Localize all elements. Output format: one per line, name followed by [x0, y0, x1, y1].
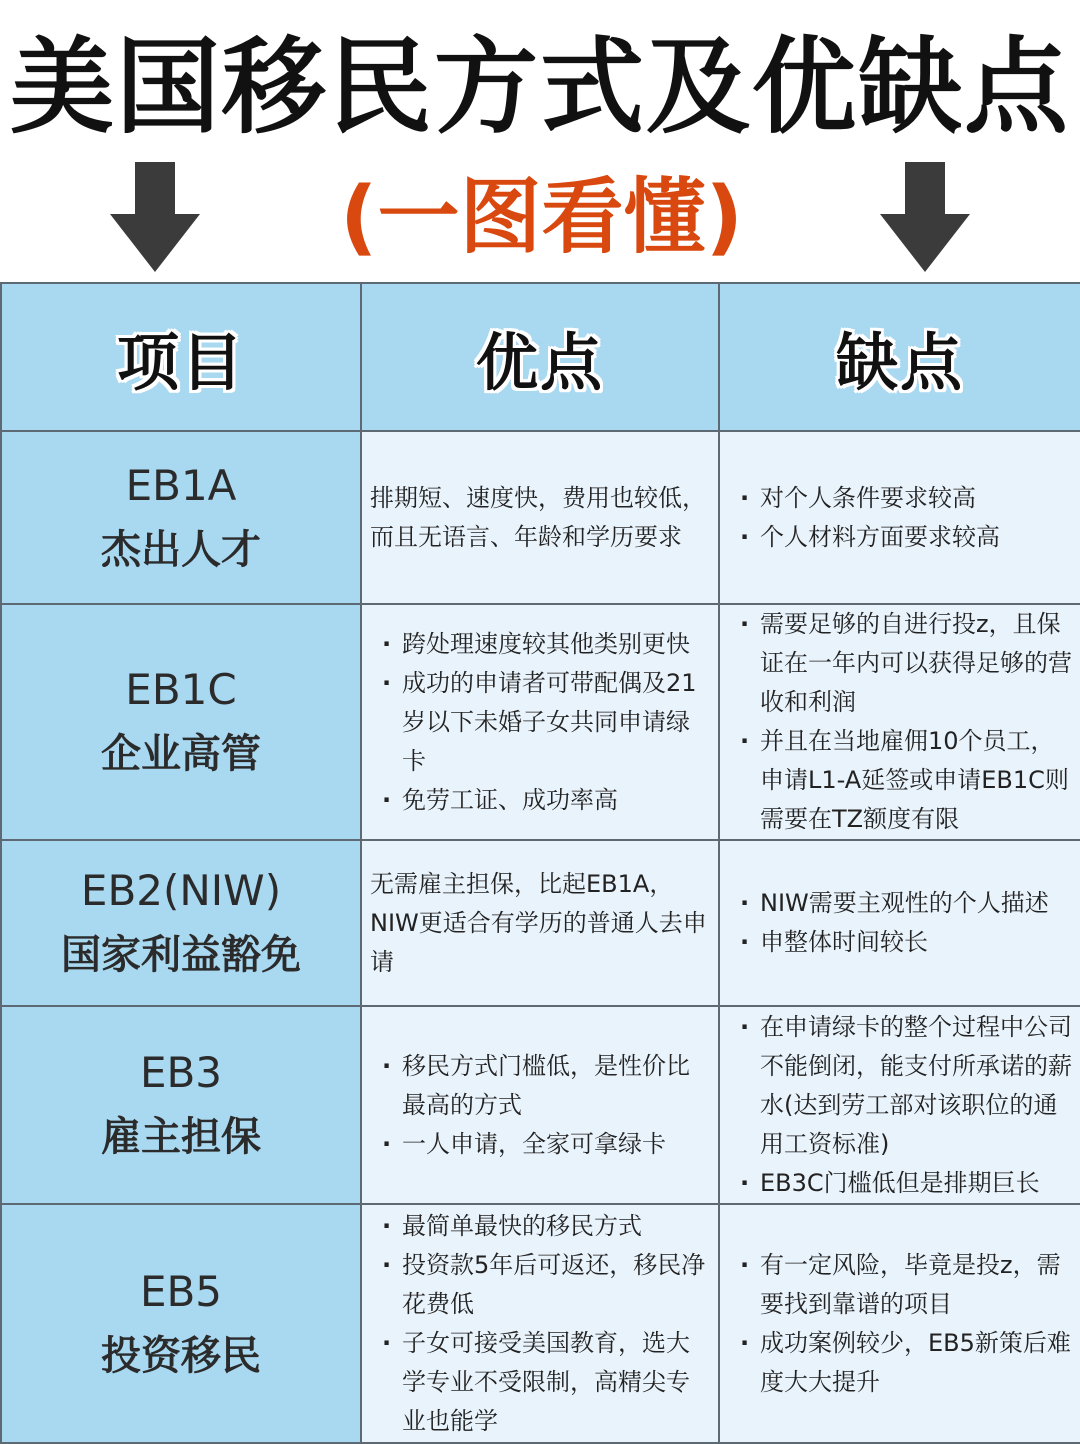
- item-code: EB5: [139, 1266, 223, 1316]
- pros-cell: [361, 1204, 719, 1443]
- item-cell: [1, 1204, 361, 1443]
- pros-item: · 子女可接受美国教育，选大学专业不受限制，高精尖专业也能学: [376, 1324, 710, 1441]
- item-code: EB2(NIW): [80, 866, 282, 915]
- header-label: 项目: [116, 325, 245, 399]
- pros-text: 无需雇主担保，比起EB1A，NIW更适合有学历的普通人去申请: [370, 869, 707, 976]
- item-name: 企业高管: [101, 731, 261, 777]
- cons-item: · 在申请绿卡的整个过程中公司不能倒闭，能支付所承诺的薪水(达到劳工部对该职位的通用工资标准): [734, 1008, 1072, 1164]
- table-row: [1, 1204, 1080, 1443]
- item-name: 国家利益豁免: [61, 932, 301, 978]
- pros-item: · 免劳工证、成功率高: [376, 781, 710, 820]
- down-arrow-icon: [110, 162, 200, 272]
- cons-item: · 需要足够的自进行投z，且保证在一年内可以获得足够的营收和利润: [734, 605, 1072, 722]
- cons-item: · 个人材料方面要求较高: [734, 518, 1072, 557]
- item-code: EB1C: [125, 665, 237, 714]
- cons-item: · 并且在当地雇佣10个员工，申请L1-A延签或申请EB1C则需要在TZ额度有限: [734, 722, 1072, 839]
- cons-item: · 申整体时间较长: [734, 923, 1072, 962]
- table-row: [1, 431, 1080, 604]
- cons-item: · 有一定风险，毕竟是投z，需要找到靠谱的项目: [734, 1246, 1072, 1324]
- item-code: EB3: [139, 1048, 223, 1097]
- cons-item: · 成功案例较少，EB5新策后难度大大提升: [734, 1324, 1072, 1402]
- item-cell: [1, 431, 361, 604]
- pros-text: 排期短、速度快，费用也较低，而且无语言、年龄和学历要求: [370, 483, 706, 551]
- table-row: [1, 604, 1080, 840]
- cons-cell: [719, 1006, 1080, 1204]
- pros-item: · 一人申请，全家可拿绿卡: [376, 1125, 710, 1164]
- cons-cell: [719, 604, 1080, 840]
- pros-item: · 投资款5年后可返还，移民净花费低: [376, 1246, 710, 1324]
- table-row: [1, 840, 1080, 1006]
- page-title: 美国移民方式及优缺点: [9, 26, 1070, 148]
- down-arrow-icon: [880, 162, 970, 272]
- item-name: 投资移民: [101, 1332, 261, 1379]
- pros-item: · 跨处理速度较其他类别更快: [376, 625, 710, 664]
- header-cell-cons: [719, 283, 1080, 431]
- pros-cell: [361, 604, 719, 840]
- header-label: 缺点: [835, 325, 964, 399]
- item-cell: [1, 604, 361, 840]
- pros-item: · 最简单最快的移民方式: [376, 1207, 710, 1246]
- pros-cell: [361, 1006, 719, 1204]
- pros-cell: [361, 431, 719, 604]
- comparison-table: [0, 282, 1080, 1444]
- item-cell: [1, 1006, 361, 1204]
- table-row: [1, 1006, 1080, 1204]
- pros-item: · 移民方式门槛低，是性价比最高的方式: [376, 1047, 710, 1125]
- item-name: 雇主担保: [101, 1114, 261, 1160]
- page-subtitle: (一图看懂): [340, 170, 743, 265]
- item-cell: [1, 840, 361, 1006]
- cons-item: · NIW需要主观性的个人描述: [734, 884, 1072, 923]
- header-cell-pros: [361, 283, 719, 431]
- cons-cell: [719, 431, 1080, 604]
- item-name: 杰出人才: [101, 526, 261, 573]
- pros-item: · 成功的申请者可带配偶及21岁以下未婚子女共同申请绿卡: [376, 664, 710, 781]
- cons-item: · EB3C门槛低但是排期巨长: [734, 1164, 1072, 1203]
- cons-item: · 对个人条件要求较高: [734, 479, 1072, 518]
- item-code: EB1A: [125, 460, 237, 510]
- table-header-row: [1, 283, 1080, 431]
- pros-cell: [361, 840, 719, 1006]
- header-cell-item: [1, 283, 361, 431]
- cons-cell: [719, 1204, 1080, 1443]
- header-label: 优点: [475, 325, 604, 399]
- cons-cell: [719, 840, 1080, 1006]
